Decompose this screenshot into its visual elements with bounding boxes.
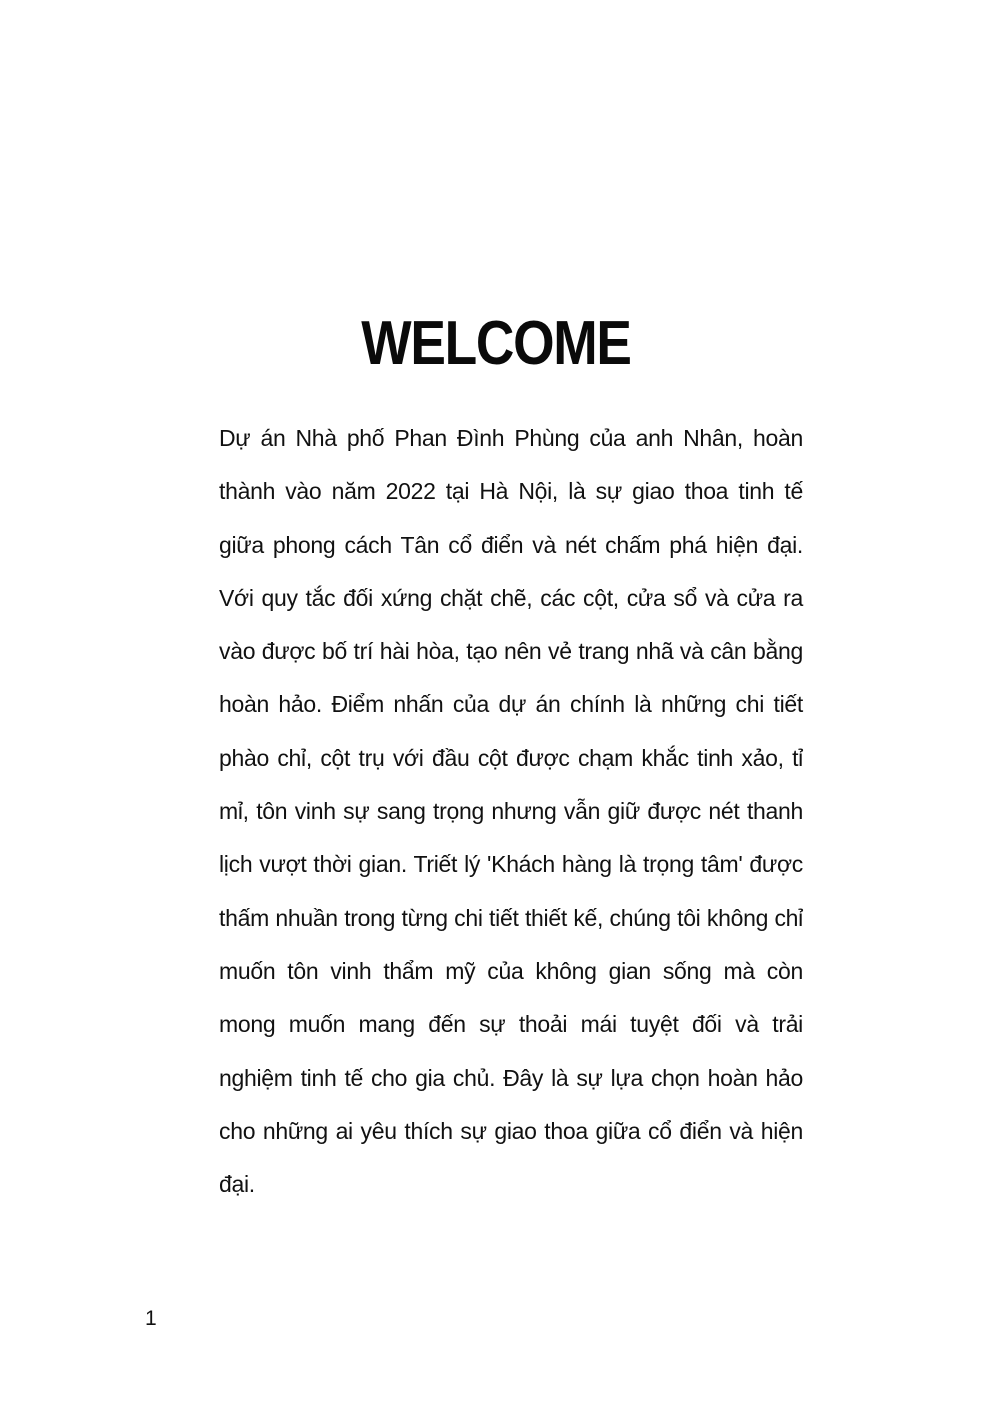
page-title: WELCOME bbox=[361, 309, 631, 378]
page-number: 1 bbox=[145, 1307, 157, 1330]
body-paragraph: Dự án Nhà phố Phan Đình Phùng của anh Nhân, hoàn thành vào năm 2022 tại Hà Nội, là sự giao thoa tinh tế giữa phong cách Tân cổ điển và nét chấm phá hiện đại. Với quy tắc đối xứng chặt chẽ, các cột, cửa sổ và cửa ra vào được bố trí hài hòa, tạo nên vẻ trang nhã và cân bằng hoàn hảo. Điểm nhấn của dự án chính là những chi tiết phào chỉ, cột trụ với đầu cột được chạm khắc tinh xảo, tỉ mỉ, tôn vinh sự sang trọng nhưng vẫn giữ được nét thanh lịch vượt thời gian. Triết lý 'Khách hàng là trọng tâm' được thấm nhuần trong từng chi tiết thiết kế, chúng tôi không chỉ muốn tôn vinh thẩm mỹ của không gian sống mà còn mong muốn mang đến sự thoải mái tuyệt đối và trải nghiệm tinh tế cho gia chủ. Đây là sự lựa chọn hoàn hảo cho những ai yêu thích sự giao thoa giữa cổ điển và hiện đại. bbox=[219, 425, 803, 1198]
